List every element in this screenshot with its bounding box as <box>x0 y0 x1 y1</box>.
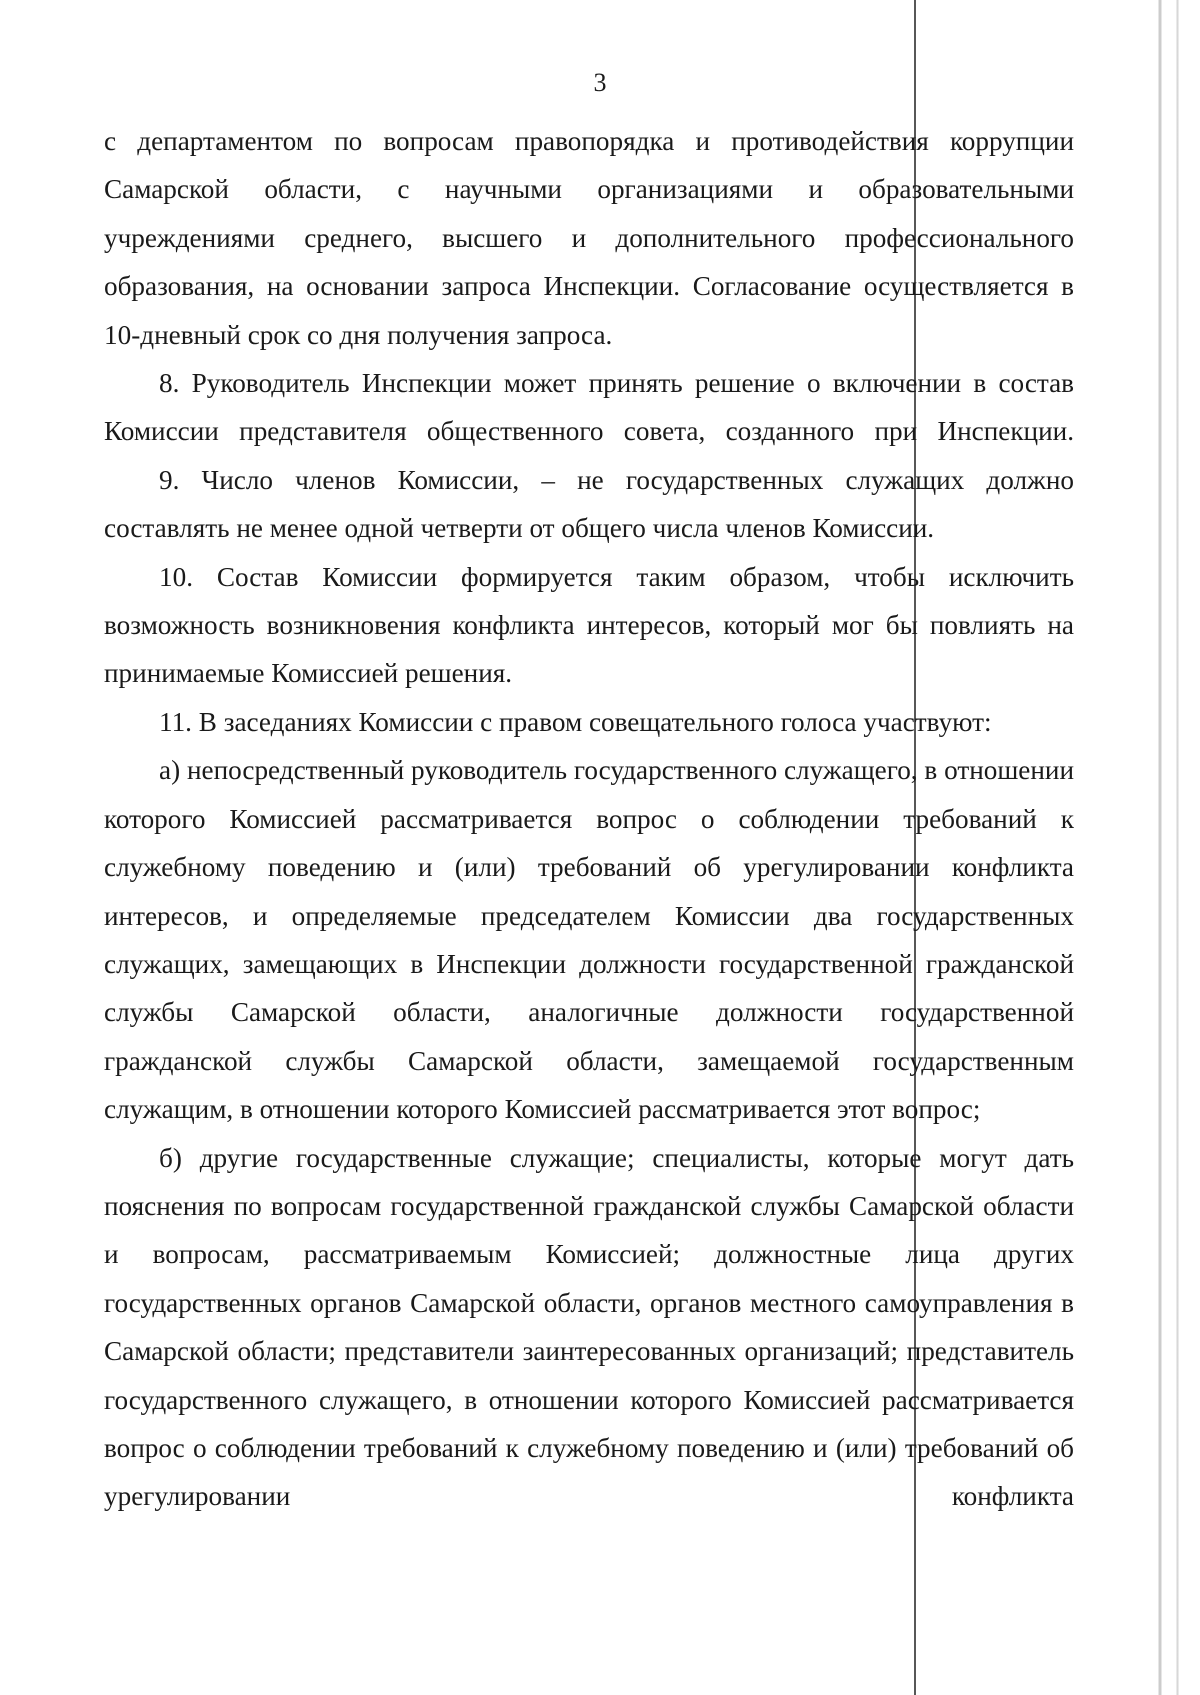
paragraph-item-11a: а) непосредственный руководитель государственного служащего, в отношении которого Комиссией рассматривается вопрос о соблюдении требований к служебному поведению и (или) требований об урегулировании конфликта интересов, и определяемые председателем Комиссии два государственных служащих, замещающих в Инспекции должности государственной гражданской службы Самарской области, аналогичные должности государственной гражданской службы Самарской области, замещаемой государственным служащим, в отношении которого Комиссией рассматривается этот вопрос; <box>104 755 1074 1125</box>
page-number: 3 <box>593 68 607 97</box>
document-body <box>104 117 1074 1521</box>
paragraph-item-11b: б) другие государственные служащие; специалисты, которые могут дать пояснения по вопросам государственной гражданской службы Самарской области и вопросам, рассматриваемым Комиссией; должностные лица других государственных органов Самарской области, органов местного самоуправления в Самарской области; представители заинтересованных организаций; представитель государственного служащего, в отношении которого Комиссией рассматривается вопрос о соблюдении требований к служебному поведению и (или) требований об урегулировании конфликта <box>104 1142 1074 1512</box>
scan-edge-shadow <box>1158 0 1162 1695</box>
scan-edge-shadow <box>1176 0 1179 1695</box>
paragraph-item-8: 8. Руководитель Инспекции может принять решение о включении в состав Комиссии представителя общественного совета, созданного при Инспекции. <box>104 368 1074 447</box>
paragraph-continuation: с департаментом по вопросам правопорядка и противодействия коррупции Самарской области, с научными организациями и образовательными учреждениями среднего, высшего и дополнительного профессионального образования, на основании запроса Инспекции. Согласование осуществляется в 10-дневный срок со дня получения запроса. <box>104 126 1074 350</box>
paragraph-item-10: 10. Состав Комиссии формируется таким образом, чтобы исключить возможность возникновения конфликта интересов, который мог бы повлиять на принимаемые Комиссией решения. <box>104 561 1074 689</box>
paragraph-item-11: 11. В заседаниях Комиссии с правом совещательного голоса участвуют: <box>159 706 992 737</box>
paragraph-item-9: 9. Число членов Комиссии, – не государственных служащих должно составлять не менее одной четверти от общего числа членов Комиссии. <box>104 464 1074 544</box>
